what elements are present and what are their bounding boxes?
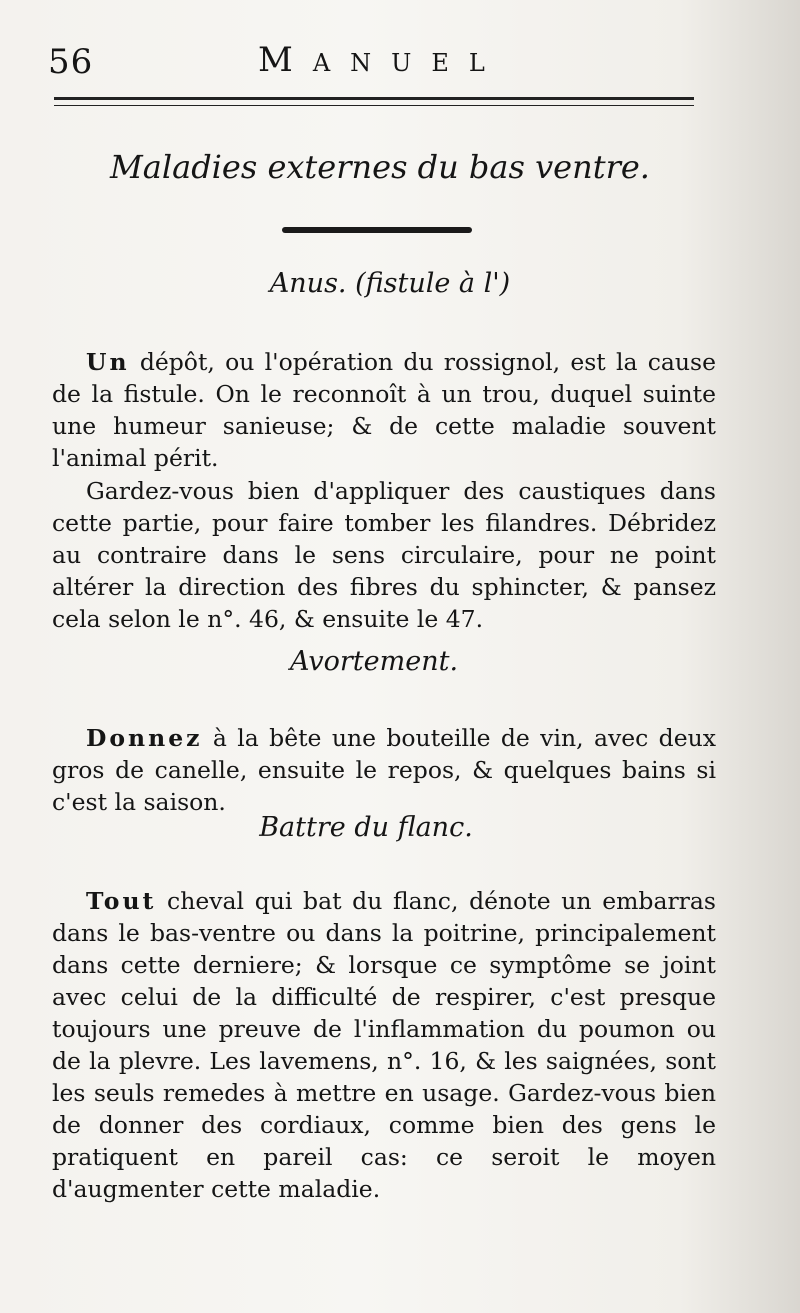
page-number: 56 xyxy=(48,42,94,82)
ornament-dash xyxy=(282,227,472,233)
double-rule xyxy=(54,97,694,106)
paragraph-lead: Un xyxy=(86,347,130,376)
paragraph-text: à la bête une bouteille de vin, avec deux gros de canelle, ensuite le repos, & quelques bains si c'est la saison. xyxy=(52,723,716,816)
paragraph xyxy=(52,722,716,818)
paragraph-text: Gardez-vous bien d'appliquer des caustiques dans cette partie, pour faire tomber les filandres. Débridez au contraire dans le sens circulaire, pour ne point altérer la direction des fibres du sphincter, & pansez cela selon le n°. 46, & ensuite le 47. xyxy=(52,476,716,633)
running-head xyxy=(0,38,800,88)
section-title: Maladies externes du bas ventre. xyxy=(110,148,650,186)
paragraph-lead: Tout xyxy=(86,886,157,915)
paragraph-lead: Donnez xyxy=(86,723,203,752)
paragraph-text: cheval qui bat du flanc, dénote un embarras dans le bas-ventre ou dans la poitrine, principalement dans cette derniere; & lorsque ce symptôme se joint avec celui de la difficulté de respirer, c'est presque toujours une preuve de l'inflammation du poumon ou de la plevre. Les lavemens, n°. 16, & les saignées, sont les seuls remedes à mettre en usage. Gardez-vous bien de donner des cordiaux, comme bien des gens le pratiquent en pareil cas: ce seroit le moyen d'augmenter cette maladie. xyxy=(52,886,716,1203)
entry-heading-avortement: Avortement. xyxy=(289,646,459,677)
paragraph xyxy=(52,346,716,474)
paragraph xyxy=(52,885,716,1205)
entry-heading-battre-du-flanc: Battre du flanc. xyxy=(259,812,473,843)
paragraph xyxy=(52,475,716,635)
paragraph-text: dépôt, ou l'opération du rossignol, est la cause de la fistule. On le reconnoît à un trou, duquel suinte une humeur sanieuse; & de cette maladie souvent l'animal périt. xyxy=(52,347,716,472)
running-title: Manuel xyxy=(258,40,505,80)
entry-heading-anus: Anus. (fistule à l') xyxy=(269,268,511,299)
